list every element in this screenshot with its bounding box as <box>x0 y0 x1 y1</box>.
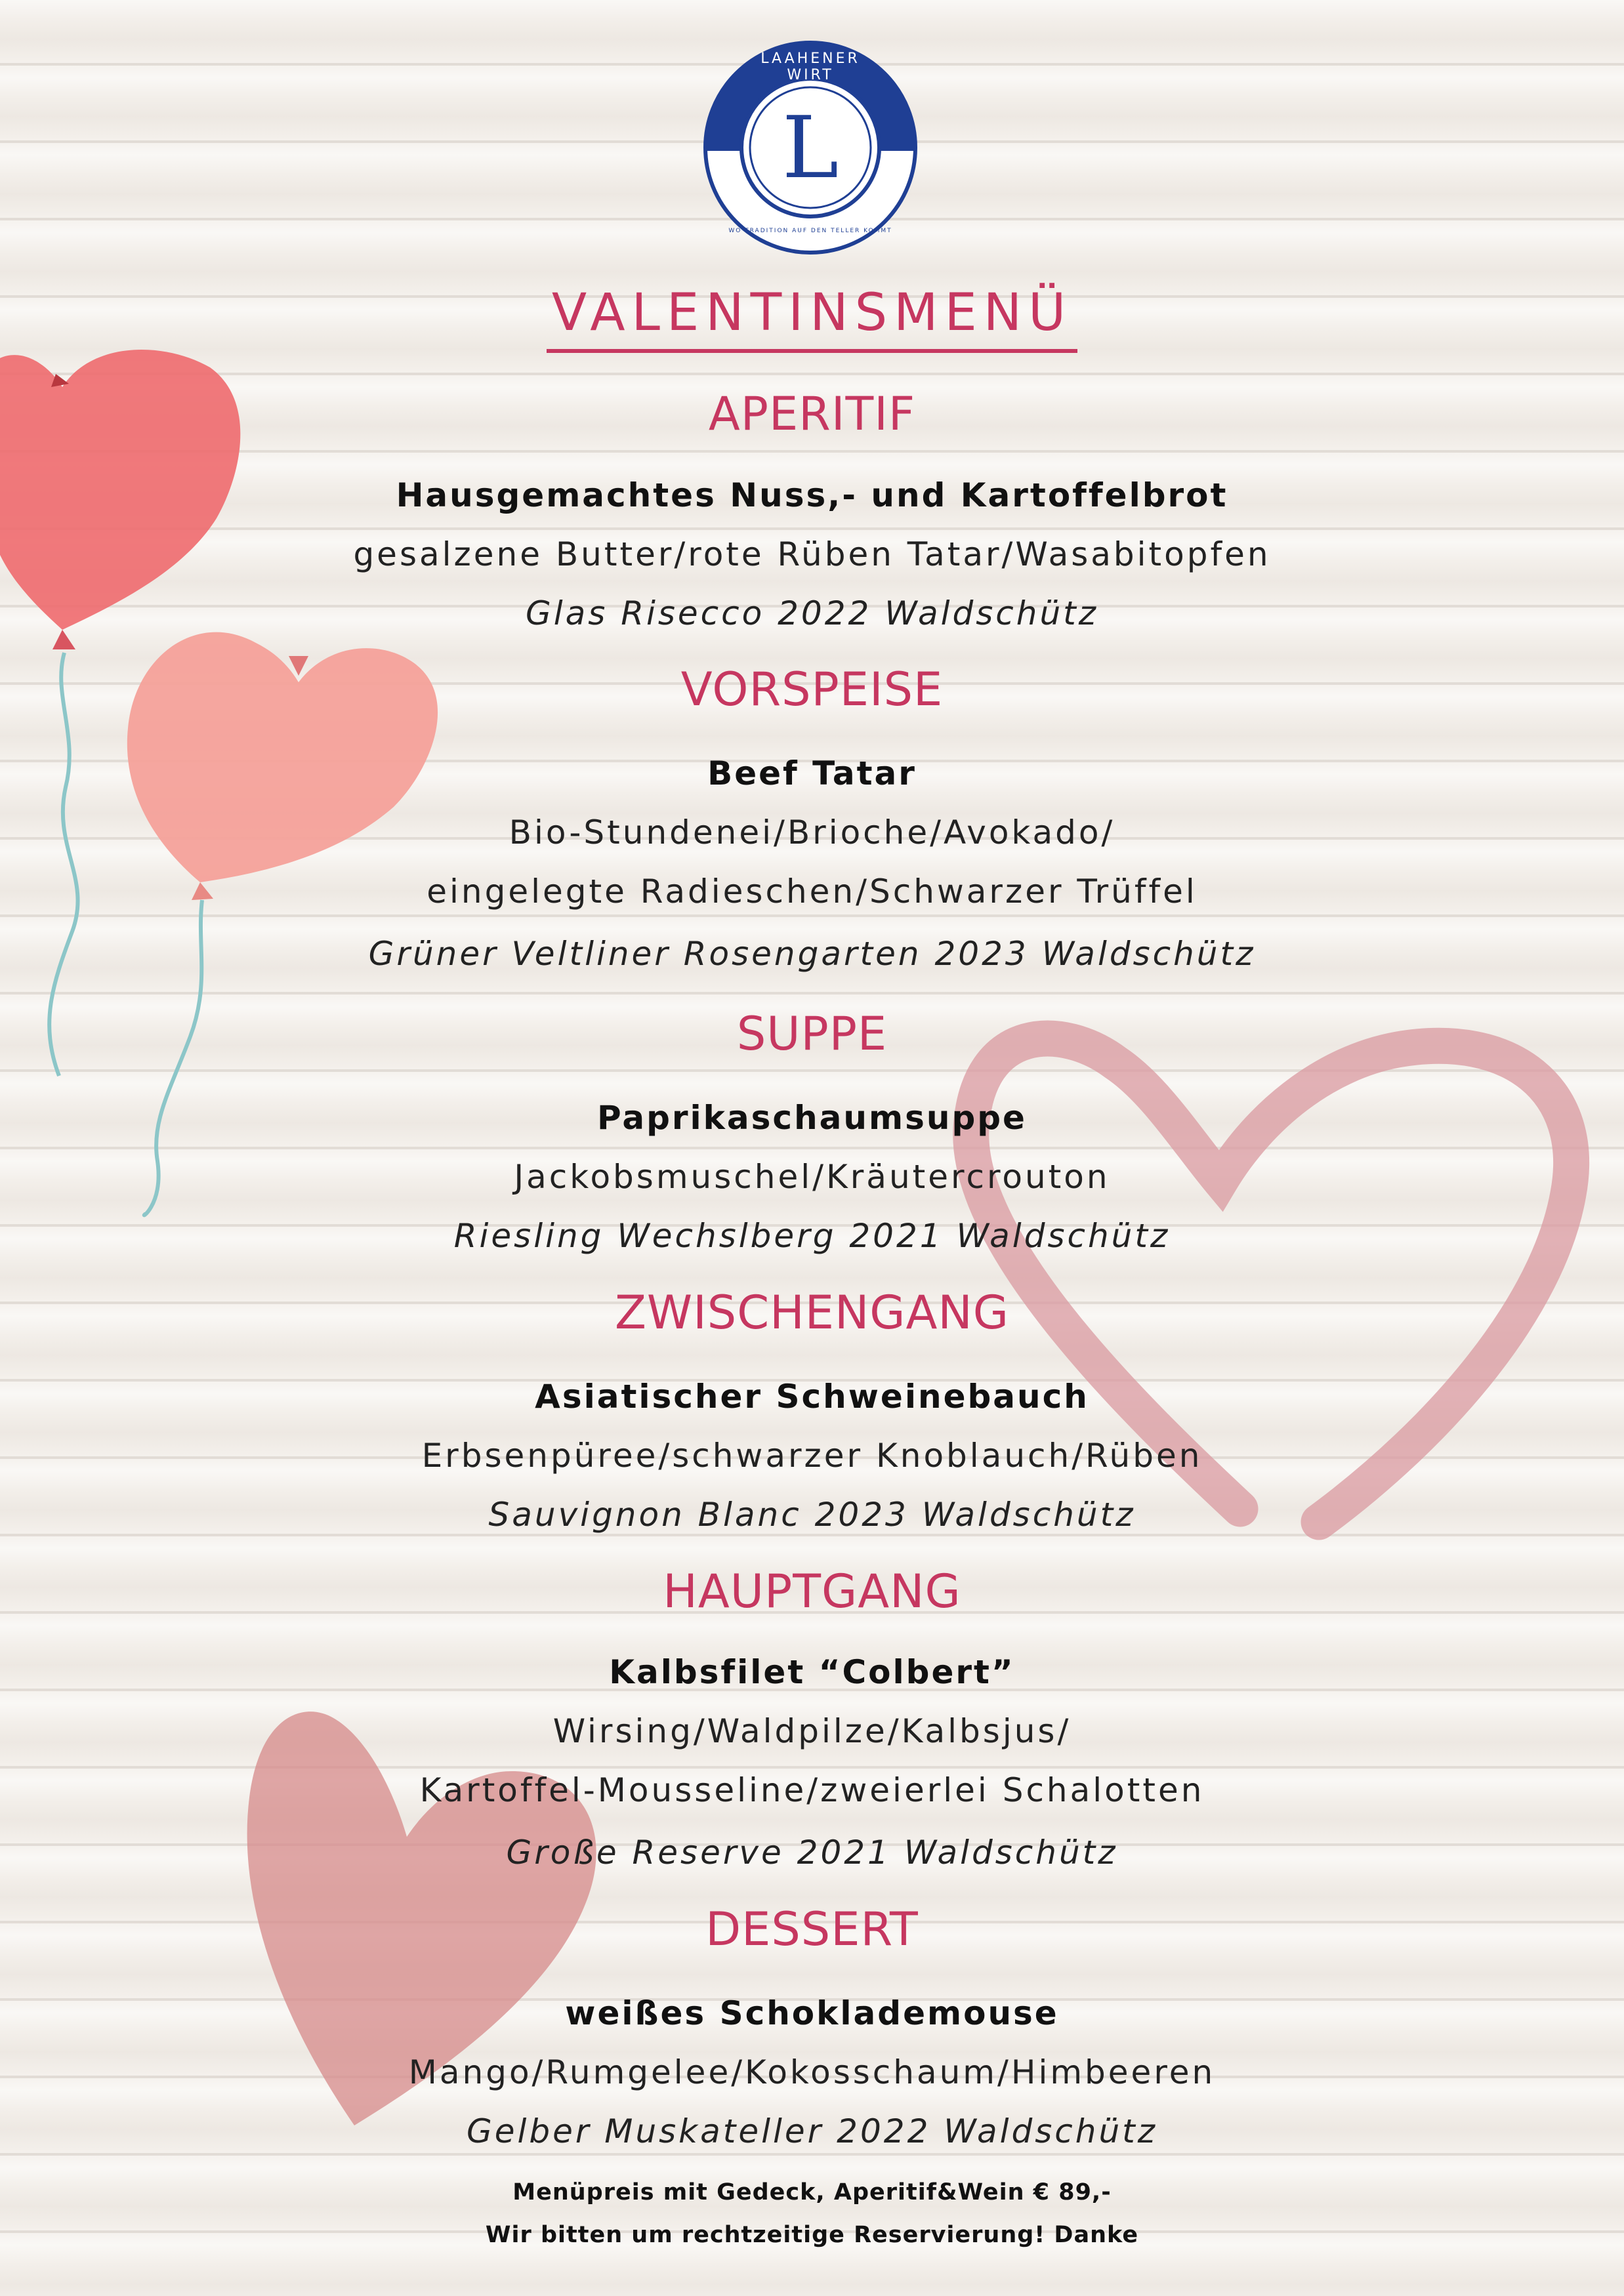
dish-description: Erbsenpüree/schwarzer Knoblauch/Rüben <box>421 1437 1203 1475</box>
wine-pairing: Sauvignon Blanc 2023 Waldschütz <box>488 1496 1136 1534</box>
course-heading-suppe: SUPPE <box>736 1007 888 1061</box>
dish-name: weißes Schoklademouse <box>565 1994 1059 2032</box>
wine-pairing: Große Reserve 2021 Waldschütz <box>506 1834 1118 1872</box>
dish-name: Paprikaschaumsuppe <box>597 1099 1027 1137</box>
dish-description: Bio-Stundenei/Brioche/Avokado/ <box>509 813 1115 851</box>
course-heading-dessert: DESSERT <box>705 1902 919 1956</box>
dish-name: Asiatischer Schweinebauch <box>535 1378 1089 1416</box>
menu-title-text: VALENTINSMENÜ <box>547 283 1077 353</box>
wine-pairing: Glas Risecco 2022 Waldschütz <box>525 594 1098 632</box>
logo-tagline: WO TRADITION AUF DEN TELLER KOMMT <box>728 228 892 234</box>
menu-title <box>0 283 1624 353</box>
wine-pairing: Grüner Veltliner Rosengarten 2023 Waldschütz <box>368 935 1256 973</box>
dish-name: Beef Tatar <box>707 754 917 792</box>
dish-description: Jackobsmuschel/Kräutercrouton <box>514 1158 1110 1196</box>
dish-description: Mango/Rumgelee/Kokosschaum/Himbeeren <box>408 2053 1216 2091</box>
course-heading-hauptgang: HAUPTGANG <box>663 1565 961 1618</box>
course-heading-zwischengang: ZWISCHENGANG <box>614 1286 1010 1340</box>
dish-description: Wirsing/Waldpilze/Kalbsjus/ <box>552 1712 1072 1750</box>
dish-description: Kartoffel-Mousseline/zweierlei Schalotten <box>419 1771 1205 1809</box>
course-heading-aperitif: APERITIF <box>708 387 916 441</box>
dish-name: Hausgemachtes Nuss,- und Kartoffelbrot <box>396 476 1228 514</box>
course-heading-vorspeise: VORSPEISE <box>680 663 944 716</box>
logo-name: LAAHENER WIRT <box>760 51 860 83</box>
reservation-note: Wir bitten um rechtzeitige Reservierung! Danke <box>485 2222 1139 2248</box>
dish-name: Kalbsfilet “Colbert” <box>609 1653 1015 1691</box>
logo-letter: L <box>781 98 839 197</box>
dish-description: eingelegte Radieschen/Schwarzer Trüffel <box>427 872 1197 911</box>
wine-pairing: Riesling Wechslberg 2021 Waldschütz <box>453 1217 1171 1255</box>
price-note: Menüpreis mit Gedeck, Aperitif&Wein € 89,- <box>512 2179 1112 2205</box>
dish-description: gesalzene Butter/rote Rüben Tatar/Wasabitopfen <box>353 535 1271 573</box>
wine-pairing: Gelber Muskateller 2022 Waldschütz <box>466 2112 1158 2150</box>
